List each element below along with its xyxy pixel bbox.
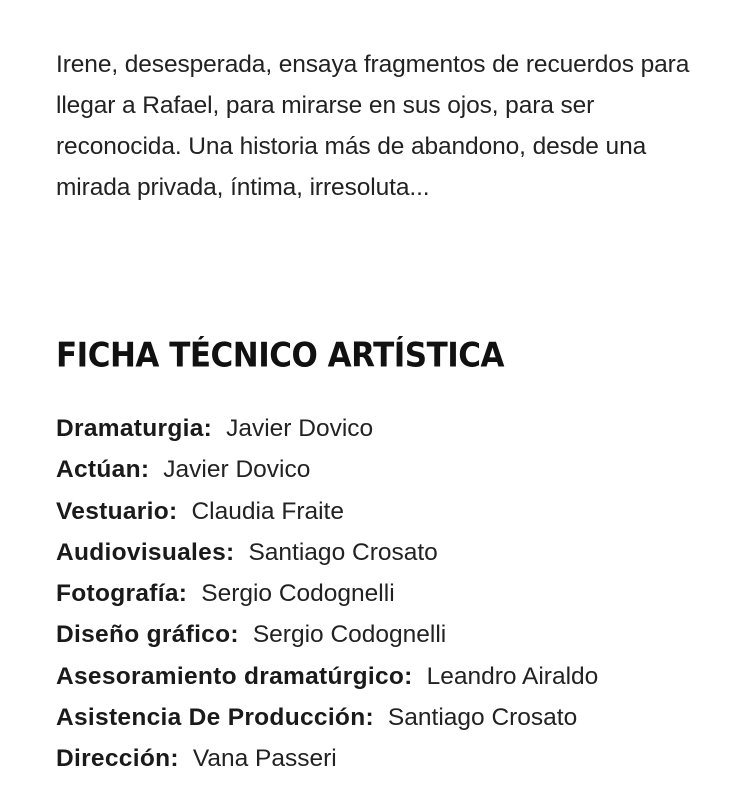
credit-item: [56, 614, 598, 655]
credit-name: Javier Dovico: [226, 415, 374, 442]
credit-name: Leandro Airaldo: [426, 662, 599, 690]
credit-item: [56, 408, 598, 449]
credit-name: Sergio Codognelli: [252, 621, 447, 649]
credit-name: Vana Passeri: [192, 745, 337, 773]
credit-role: Dramaturgia:: [56, 415, 213, 442]
credit-role: Dirección:: [56, 745, 179, 773]
synopsis-paragraph: Irene, desesperada, ensaya fragmentos de recuerdos para llegar a Rafael, para mirarse en sus ojos, para ser reconocida. Una historia más de abandono, desde una mirada privada, íntima, irresoluta...: [56, 51, 690, 201]
credit-item: [56, 697, 598, 738]
article-content: [56, 44, 706, 773]
credit-item: [56, 656, 598, 697]
credit-item: [56, 491, 598, 532]
credit-item: [56, 532, 598, 573]
credit-role: Asesoramiento dramatúrgico:: [56, 662, 413, 690]
credits-list: [56, 408, 598, 780]
credit-role: Audiovisuales:: [56, 538, 235, 566]
credit-item: [56, 573, 598, 614]
credit-role: Fotografía:: [56, 580, 188, 608]
credit-name: Santiago Crosato: [248, 538, 438, 566]
credits-heading: FICHA TÉCNICO ARTÍSTICA: [56, 336, 505, 376]
credit-item: [56, 738, 598, 779]
credit-name: Javier Dovico: [163, 456, 311, 484]
credit-role: Diseño gráfico:: [56, 621, 239, 649]
credit-name: Sergio Codognelli: [201, 580, 395, 608]
credit-role: Vestuario:: [56, 497, 178, 525]
credit-name: Santiago Crosato: [387, 704, 578, 732]
credit-role: Asistencia De Producción:: [56, 704, 374, 732]
credit-role: Actúan:: [56, 456, 150, 484]
credit-item: [56, 449, 598, 490]
credit-name: Claudia Fraite: [191, 497, 344, 525]
